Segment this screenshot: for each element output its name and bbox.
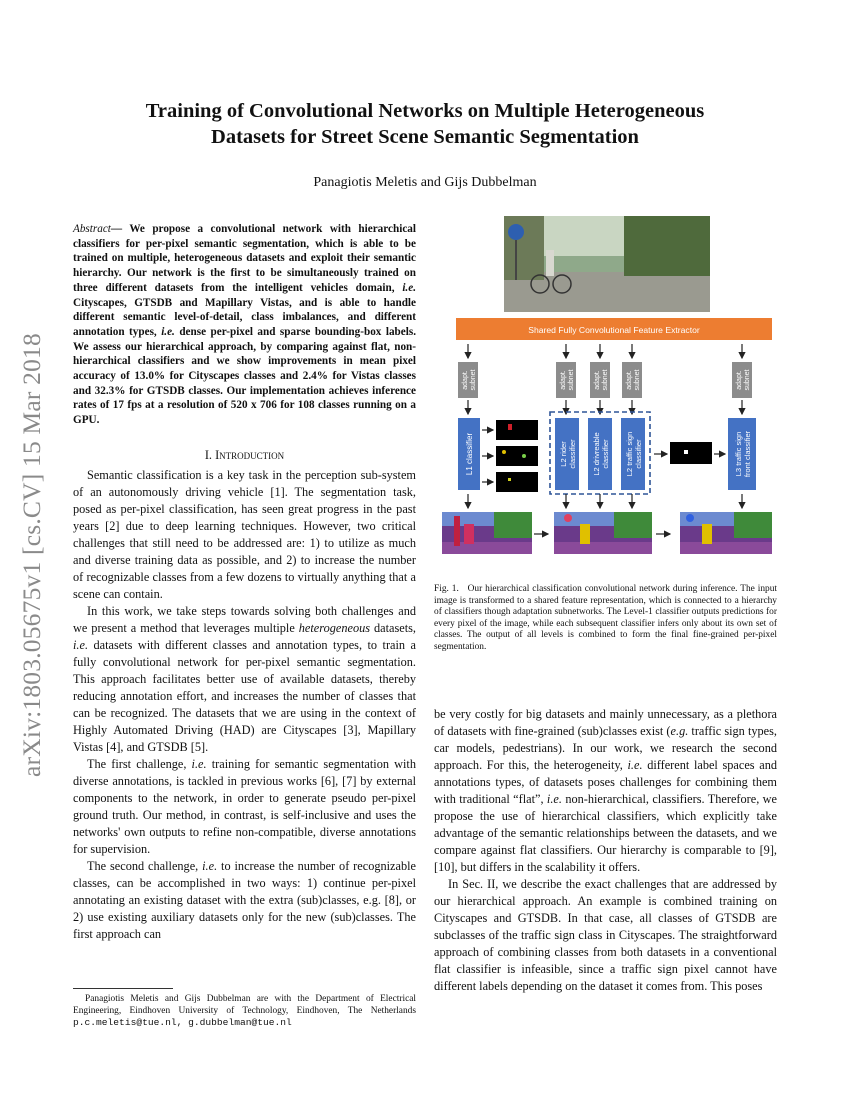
l3-label-b: front classifier: [743, 430, 752, 478]
input-image: [504, 216, 710, 312]
svg-text:adapt.subnet: [560, 369, 575, 390]
p3-text-b: training for semantic segmentation with diverse annotations, is tackled in previous works [6], [7] by external components to the network, in order to generate pseudo per-pixel ground truth. Our method, in contrast, is self-inclusive and uses the networks' own outputs to refine non-compatible, diverse annotations for supervision.: [73, 757, 417, 856]
intro-paragraph-1: Semantic classification is a key task in the perception sub-system of an autonomously driving vehicle [1]. The segmentation task, posed as per-pixel classification, has seen great progress in the past years [2] due to deep learning techniques. However, two critical challenges that still need to be addressed are: 1) to utilize as much and diverse training data as possible, and 2) to increase the number of recognizable classes from a few dozens to virtually anything that a scene can contain.: [73, 468, 416, 601]
svg-text:adapt.subnet: [626, 369, 641, 390]
p4-ie: i.e.: [202, 859, 218, 873]
title-line-1: Training of Convolutional Networks on Multiple Heterogeneous: [145, 100, 705, 122]
svg-text:L3 traffic signfront classifie: [734, 430, 752, 477]
r1-ie: i.e.: [627, 758, 643, 772]
abstract-ie: i.e.: [402, 281, 416, 294]
authors: Panagiotis Meletis and Gijs Dubbelman: [313, 175, 537, 190]
title-line-2: Datasets for Street Scene Semantic Segmentation: [211, 126, 639, 148]
left-column: [73, 467, 416, 943]
r1-text-a: be very costly for big datasets and mainly unnecessary, as a plethora of datasets with fine-grained (sub)classes exist (: [434, 707, 777, 738]
adapt-3-label-a: adapt.: [594, 370, 601, 390]
abstract-ie-2: i.e.: [161, 325, 175, 338]
adapt-4-label-b: subnet: [634, 369, 641, 391]
extractor-arrows: [468, 344, 742, 358]
r1-eg: e.g.: [670, 724, 689, 738]
r1-text-d: non-hierarchical, classifiers. Therefore, we propose the use of hierarchical classifiers, which explicitly take advantage of the semantic relationships between the datasets, and we compare against flat classifiers. Our hierarchy is comparable to [9], [10], but differs in the scalability it offers.: [434, 792, 778, 874]
p4-text-b: to increase the number of recognizable classes, can be accomplished in two ways: 1) continue per-pixel annotating an existing dataset with the extra (sub)classes, e.g. [8], or 2) use existing auxiliary datasets only for the new (sub)classes. The first approach can: [73, 859, 416, 941]
svg-text:adapt.subnet: [594, 369, 609, 390]
segmentation-output-3: [680, 512, 772, 554]
feature-extractor-label: Shared Fully Convolutional Feature Extractor: [528, 325, 700, 335]
p4-text-a: The second challenge,: [87, 859, 203, 873]
r1-ie-2: i.e.: [546, 792, 562, 806]
footnote: [73, 993, 416, 1029]
adapt-5-label-b: subnet: [744, 369, 751, 391]
traffic-sign-icon: [508, 224, 524, 240]
p2-text-b: datasets,: [370, 621, 417, 635]
abstract-dash: —: [110, 223, 130, 235]
figure-1: [434, 212, 777, 574]
right-paragraph-2: In Sec. II, we describe the exact challenges that are addressed by our hierarchical approach. An example is combined training on Cityscapes and GTSDB. In that case, all classes of GTSDB are subclasses of the traffic sign class in Cityscapes. The straightforward approach of combining classes from both datasets in a conventional flat classifier is infeasible, since a traffic sign pixel cannot have different labels depending on the dataset it comes from. This poses: [434, 877, 777, 993]
section-heading: [73, 448, 416, 463]
p3-text-a: The first challenge,: [87, 757, 192, 771]
abstract-text-2: Cityscapes, GTSDB and Mapillary Vistas, and is able to handle different semantic level-of-detail, class imbalances, and different annotation types,: [73, 296, 416, 338]
adapt-2-label-b: subnet: [568, 369, 575, 391]
intro-paragraph-4: [73, 858, 416, 943]
p2-text-a: In this work, we take steps towards solving both challenges and we present a method that leverages multiple: [73, 604, 416, 635]
l2-sign-label-a: L2 traffic sign: [625, 431, 634, 477]
l2-sign-label-b: classifier: [634, 439, 643, 469]
svg-text:L2 riderclassifier: [559, 439, 577, 469]
intro-paragraph-3: [73, 756, 416, 858]
abstract: [73, 222, 416, 428]
paper-title: [80, 98, 770, 150]
l2-drive-label-b: classifier: [601, 439, 610, 469]
p2-text-c: datasets with different classes and annotation types, to train a fully convolutional network for per-pixel semantic segmentation. This approach facilitates better use of available datasets, thereby reducing annotation effort, and increases the number of classes that can be recognized. The datasets that we are using in the context of Highly Automated Driving (HAD) are Cityscapes [3], Mapillary Vistas [4], and GTSDB [5].: [73, 638, 416, 754]
l1-classifier-label: L1 classifier: [465, 432, 474, 476]
abstract-text-3: dense per-pixel and sparse bounding-box labels. We assess our hierarchical approach, by comparing against flat, non-hierarchical classifiers and we show improvements in mean pixel accuracy of 13.0% for Cityscapes classes and 2.4% for Vistas classes and 32.3% for GTSDB classes. Our implementation achieves inference rates of 17 fps at a resolution of 520 x 706 for 108 classes running on a GPU.: [73, 325, 416, 427]
segmentation-output-1: [442, 512, 532, 554]
l2-drive-label-a: L2 drivreable: [592, 432, 601, 476]
adapt-1-label-a: adapt.: [462, 370, 469, 390]
adapt-4-label-a: adapt.: [626, 370, 633, 390]
abstract-label: Abstract: [73, 223, 111, 235]
adapt-subnets: [458, 362, 752, 398]
intro-paragraph-2: [73, 603, 416, 756]
figure-caption: [434, 584, 777, 654]
segmentation-output-2: [554, 512, 652, 554]
section-heading-text: I. Introduction: [204, 448, 285, 462]
adapt-3-label-b: subnet: [602, 369, 609, 391]
svg-text:adapt.subnet: [462, 369, 477, 390]
arxiv-stamp: [14, 290, 50, 820]
adapt-2-label-a: adapt.: [560, 370, 567, 390]
l3-label-a: L3 traffic sign: [734, 431, 743, 477]
r1-text-b: traffic sign types, car models, pedestrians). In our work, we research the second approach. For this, the heterogeneity,: [434, 724, 777, 772]
l2-rider-label-b: classifier: [568, 439, 577, 469]
p3-ie: i.e.: [191, 757, 207, 771]
arxiv-id: arXiv:1803.05675v1 [cs.CV] 15 Mar 2018: [17, 333, 46, 777]
r1-text-c: different label spaces and annotations types, of datasets poses challenges for combining them with traditional “flat”,: [434, 758, 777, 806]
l2-rider-label-a: L2 rider: [559, 441, 568, 467]
adapt-arrows: [468, 400, 742, 414]
adapt-1-label-b: subnet: [470, 369, 477, 391]
p2-emphasis: heterogeneous: [298, 621, 371, 635]
adapt-5-label-a: adapt.: [736, 370, 743, 390]
right-paragraph-1: [434, 706, 777, 876]
right-column: [434, 706, 777, 995]
svg-text:adapt.subnet: [736, 369, 751, 390]
abstract-text: We propose a convolutional network with hierarchical classifiers for per-pixel semantic segmentation, which is able to be trained on multiple, heterogeneous datasets and exploit their semantic hierarchy. Our network is the first to be simultaneously trained on three different datasets from the intelligent vehicles domain,: [73, 223, 416, 294]
footnote-text: Panagiotis Meletis and Gijs Dubbelman are with the Department of Electrical Engineering, Eindhoven University of Technology, Eindhoven, The Netherlands: [73, 994, 416, 1016]
p2-ie: i.e.: [73, 638, 89, 652]
caption-label: Fig. 1.: [434, 584, 459, 594]
footnote-rule: [73, 988, 173, 989]
footnote-emails: p.c.meletis@tue.nl, g.dubbelman@tue.nl: [73, 1017, 292, 1028]
caption-text: Our hierarchical classification convolutional network during inference. The input image is transformed to a shared feature representation, which is connected to a hierarchy of classifiers though adaptation subnetworks. The Level-1 classifier outputs predictions for every pixel of the image, while each subsequent classifier infers only about its own set of classes. The output of all levels is combined to form the final fine-grained per-pixel segmentation.: [434, 584, 778, 652]
